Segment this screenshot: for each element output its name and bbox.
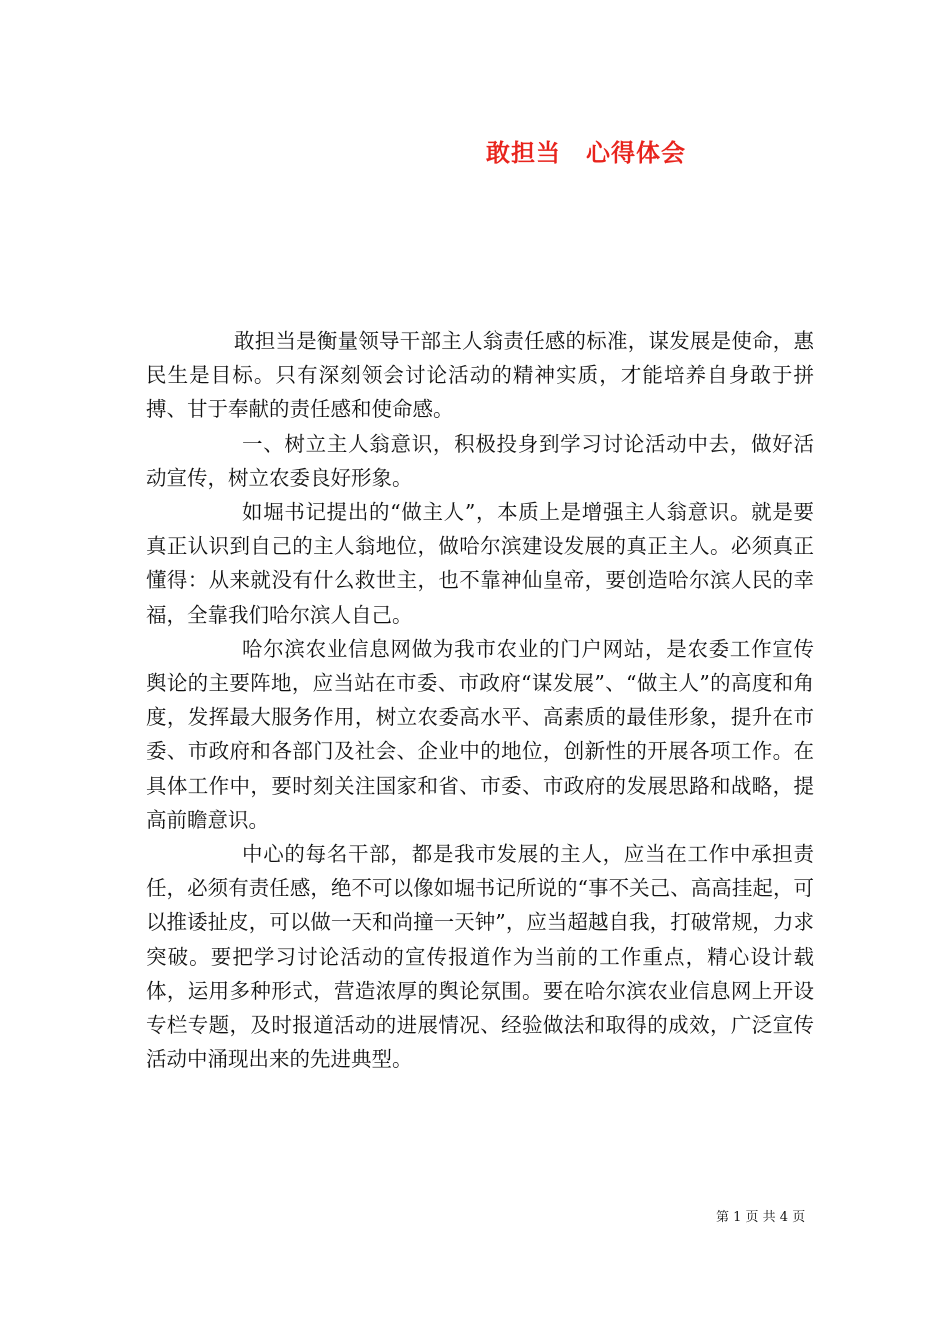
page-number-footer: 第 1 页 共 4 页 — [716, 1210, 806, 1225]
paragraph-intro: 敢担当是衡量领导干部主人翁责任感的标准，谋发展是使命，惠民生是目标。只有深刻领会讨论活动的精神实质，才能培养自身敢于拼搏、甘于奉献的责任感和使命感。 — [146, 329, 814, 422]
paragraph-agri-website: 哈尔滨农业信息网做为我市农业的门户网站，是农委工作宣传舆论的主要阵地，应当站在市委、市政府“谋发展”、“做主人”的高度和角度，发挥最大服务作用，树立农委高水平、高素质的最佳形象，提升在市委、市政府和各部门及社会、企业中的地位，创新性的开展各项工作。在具体工作中，要时刻关注国家和省、市委、市政府的发展思路和战略，提高前瞻意识。 — [146, 636, 814, 832]
paragraph-section-heading: 一、树立主人翁意识，积极投身到学习讨论活动中去，做好活动宣传，树立农委良好形象。 — [146, 431, 814, 490]
document-title: 敢担当 心得体会 — [486, 138, 686, 167]
paragraph-cadre-responsibility: 中心的每名干部，都是我市发展的主人，应当在工作中承担责任，必须有责任感，绝不可以像如堀书记所说的“事不关己、高高挂起，可以推诿扯皮，可以做一天和尚撞一天钟”，应当超越自我，打破常规，力求突破。要把学习讨论活动的宣传报道作为当前的工作重点，精心设计载体，运用多种形式，营造浓厚的舆论氛围。要在哈尔滨农业信息网上开设专栏专题，及时报道活动的进展情况、经验做法和取得的成效，广泛宣传活动中涌现出来的先进典型。 — [146, 842, 814, 1072]
document-body — [146, 324, 814, 1076]
paragraph-master-awareness: 如堀书记提出的“做主人”，本质上是增强主人翁意识。就是要真正认识到自己的主人翁地位，做哈尔滨建设发展的真正主人。必须真正懂得：从来就没有什么救世主，也不靠神仙皇帝，要创造哈尔滨人民的幸福，全靠我们哈尔滨人自己。 — [146, 500, 814, 627]
